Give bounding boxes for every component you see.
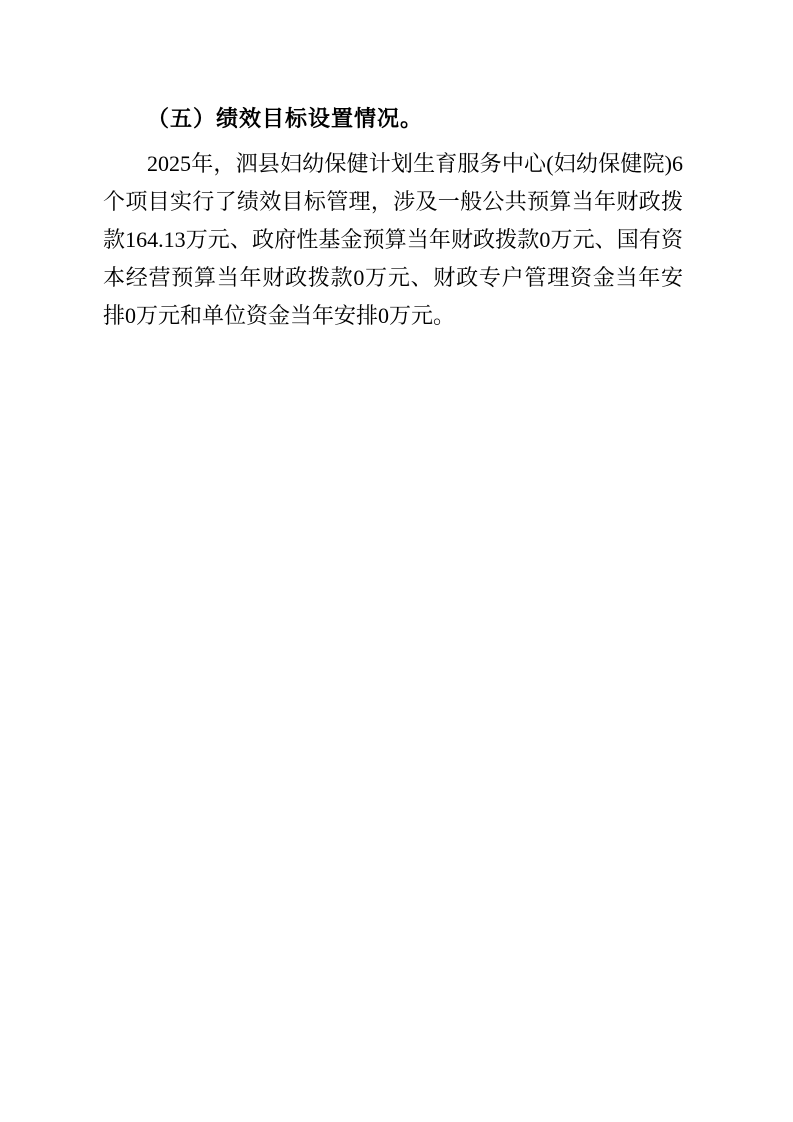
body-paragraph: 2025年，泗县妇幼保健计划生育服务中心(妇幼保健院)6个项目实行了绩效目标管理，涉及一般公共预算当年财政拨款164.13万元、政府性基金预算当年财政拨款0万元、国有资本经营预算当年财政拨款0万元、财政专户管理资金当年安排0万元和单位资金当年安排0万元。 — [103, 151, 683, 328]
section-heading: （五）绩效目标设置情况。 — [147, 106, 424, 131]
